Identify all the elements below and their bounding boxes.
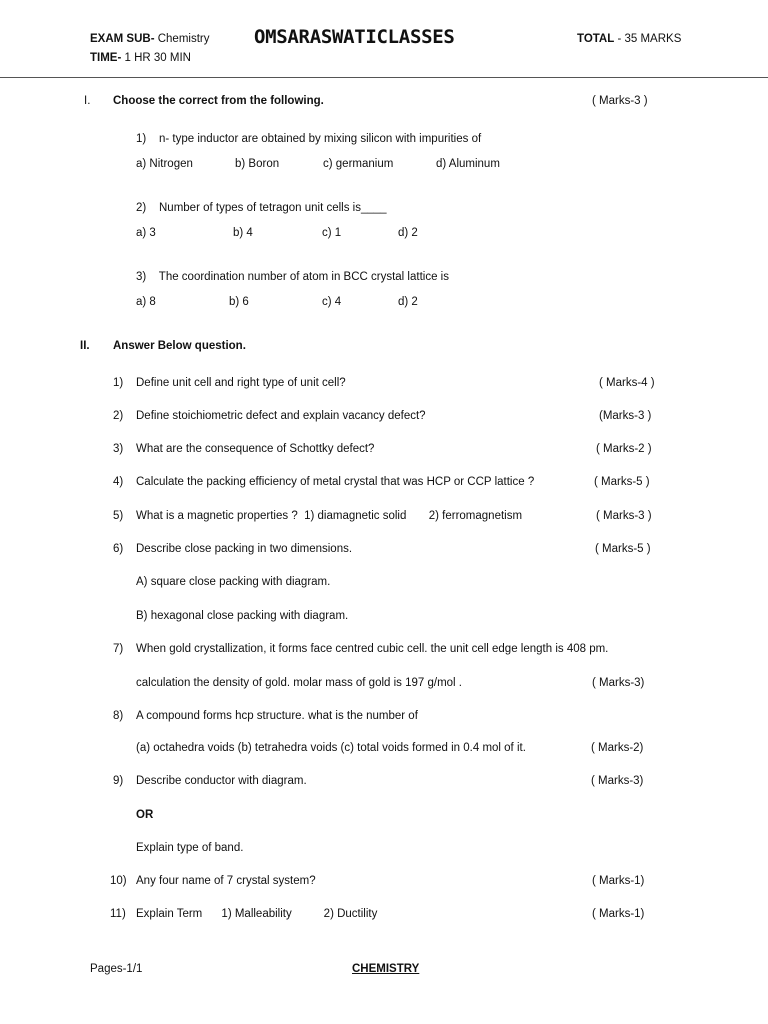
- mcq-2-option-b: b) 4: [233, 227, 253, 239]
- mcq-3-option-d: d) 2: [398, 296, 418, 308]
- total-marks-value: - 35 MARKS: [614, 33, 682, 45]
- question-number: 2): [113, 410, 124, 422]
- question-marks: ( Marks-3 ): [596, 510, 652, 522]
- question-text: What is a magnetic properties ? 1) diamagnetic solid 2) ferromagnetism: [136, 510, 523, 522]
- exam-subject-label: EXAM SUB-: [90, 33, 155, 45]
- question-subpart: (a) octahedra voids (b) tetrahedra voids (c) total voids formed in 0.4 mol of it.: [136, 742, 526, 754]
- total-marks-label: TOTAL: [577, 33, 615, 45]
- question-marks: (Marks-3 ): [599, 410, 652, 422]
- mcq-3-option-b: b) 6: [229, 296, 249, 308]
- exam-time-label: TIME-: [90, 52, 122, 64]
- section-1-numeral: I.: [84, 95, 91, 107]
- question-number: 5): [113, 510, 124, 522]
- header-divider: [0, 77, 768, 78]
- question-number: 3): [113, 443, 124, 455]
- question-text: Any four name of 7 crystal system?: [136, 875, 316, 887]
- mcq-2-option-a: a) 3: [136, 227, 156, 239]
- mcq-3-option-a: a) 8: [136, 296, 156, 308]
- mcq-1-option-a: a) Nitrogen: [136, 158, 193, 170]
- mcq-2-option-d: d) 2: [398, 227, 418, 239]
- footer-subject: CHEMISTRY: [352, 963, 420, 975]
- question-marks: ( Marks-3): [592, 677, 645, 689]
- question-number: 9): [113, 775, 124, 787]
- question-number: 8): [113, 710, 124, 722]
- question-marks: ( Marks-1): [592, 875, 645, 887]
- question-subpart: Explain type of band.: [136, 842, 244, 854]
- question-marks: ( Marks-1): [592, 908, 645, 920]
- section-2-numeral: II.: [80, 340, 90, 352]
- question-subpart: B) hexagonal close packing with diagram.: [136, 610, 349, 622]
- section-1-marks: ( Marks-3 ): [592, 95, 648, 107]
- exam-time: [90, 52, 191, 64]
- question-text: When gold crystallization, it forms face centred cubic cell. the unit cell edge length is 408 pm.: [136, 643, 609, 655]
- total-marks: [577, 33, 681, 45]
- question-text: Calculate the packing efficiency of metal crystal that was HCP or CCP lattice ?: [136, 476, 535, 488]
- question-number: 1): [113, 377, 124, 389]
- question-marks: ( Marks-4 ): [599, 377, 655, 389]
- question-number: 11): [110, 908, 126, 920]
- page-count: Pages-1/1: [90, 963, 143, 975]
- mcq-3-question: 3) The coordination number of atom in BCC crystal lattice is: [136, 271, 449, 283]
- section-1-heading: Choose the correct from the following.: [113, 95, 324, 107]
- question-text: Describe conductor with diagram.: [136, 775, 307, 787]
- section-2-heading: Answer Below question.: [113, 340, 246, 352]
- exam-time-value: 1 HR 30 MIN: [121, 52, 191, 64]
- mcq-2-question: 2) Number of types of tetragon unit cells is____: [136, 202, 387, 214]
- page-title: OMSARASWATICLASSES: [254, 26, 455, 48]
- question-text: A compound forms hcp structure. what is the number of: [136, 710, 418, 722]
- question-text: What are the consequence of Schottky defect?: [136, 443, 375, 455]
- question-marks: ( Marks-5 ): [595, 543, 651, 555]
- question-text: Explain Term 1) Malleability 2) Ductility: [136, 908, 378, 920]
- mcq-1-option-c: c) germanium: [323, 158, 394, 170]
- exam-subject: [90, 33, 209, 45]
- question-number: 6): [113, 543, 124, 555]
- question-number: 4): [113, 476, 124, 488]
- mcq-3-option-c: c) 4: [322, 296, 342, 308]
- or-divider-text: OR: [136, 809, 154, 821]
- mcq-2-option-c: c) 1: [322, 227, 342, 239]
- question-text: Define stoichiometric defect and explain vacancy defect?: [136, 410, 426, 422]
- question-marks: ( Marks-5 ): [594, 476, 650, 488]
- question-marks: ( Marks-2 ): [596, 443, 652, 455]
- question-text: Describe close packing in two dimensions.: [136, 543, 353, 555]
- mcq-1-option-b: b) Boron: [235, 158, 280, 170]
- question-number: 10): [110, 875, 127, 887]
- question-marks: ( Marks-3): [591, 775, 644, 787]
- question-subpart: A) square close packing with diagram.: [136, 576, 331, 588]
- mcq-1-question: 1) n- type inductor are obtained by mixing silicon with impurities of: [136, 133, 482, 145]
- exam-subject-value: Chemistry: [154, 33, 210, 45]
- mcq-1-option-d: d) Aluminum: [436, 158, 500, 170]
- question-number: 7): [113, 643, 124, 655]
- question-text: Define unit cell and right type of unit cell?: [136, 377, 346, 389]
- question-subpart: calculation the density of gold. molar mass of gold is 197 g/mol .: [136, 677, 463, 689]
- question-marks: ( Marks-2): [591, 742, 644, 754]
